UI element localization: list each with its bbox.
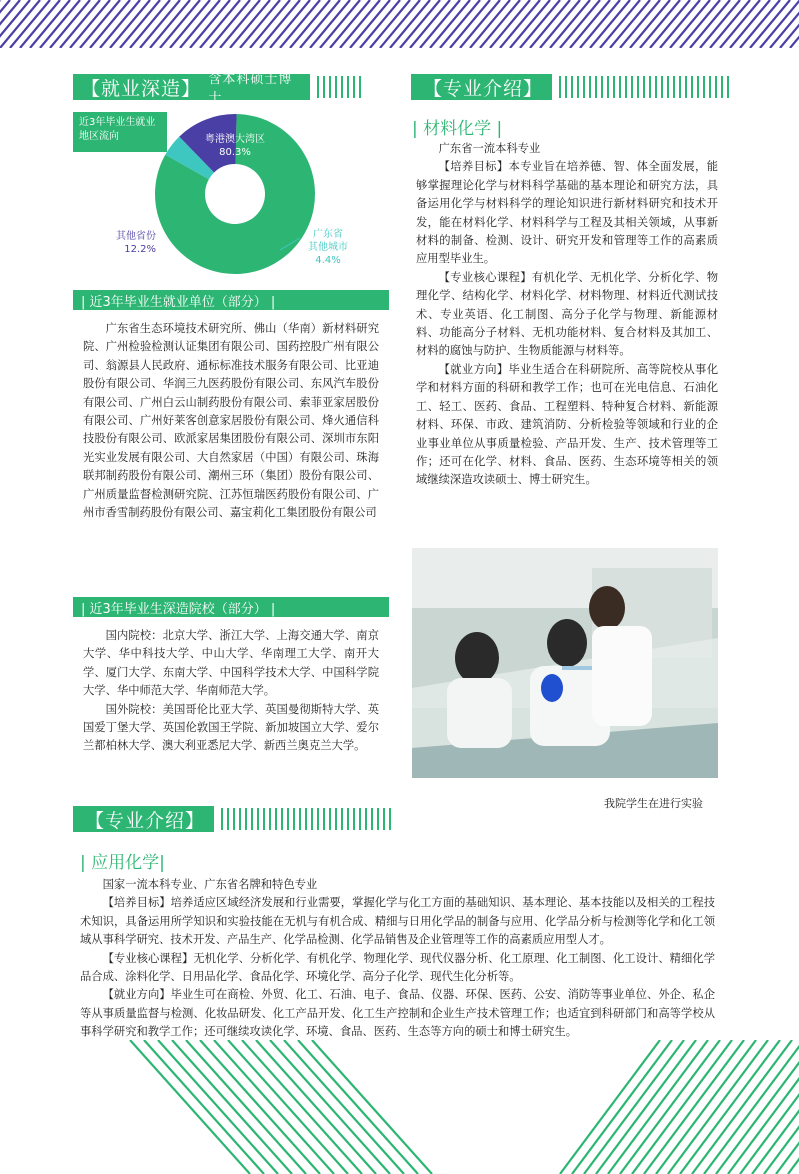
top-stripe [60, 0, 100, 48]
top-stripe [620, 0, 660, 48]
top-stripe [80, 0, 120, 48]
top-stripe [520, 0, 560, 48]
top-stripe [100, 0, 140, 48]
banner-hatch [314, 76, 373, 98]
top-stripe [190, 0, 230, 48]
top-stripe [560, 0, 600, 48]
intro-banner-bottom [73, 806, 393, 832]
top-stripe [690, 0, 730, 48]
top-stripe [660, 0, 700, 48]
materials-courses: 【专业核心课程】有机化学、无机化学、分析化学、物理化学、结构化学、材料化学、材料物理、材料近代测试技术、专业英语、化工制图、高分子化学与物理、新能源材料、功能高分子材料、无机功能材料、复合材料及其加工、材料的腐蚀与防护、生物质能源与材料等。 [416, 270, 718, 358]
top-stripe [20, 0, 60, 48]
top-stripe [480, 0, 520, 48]
schools-foreign: 国外院校：美国哥伦比亚大学、英国曼彻斯特大学、英国爱丁堡大学、英国伦敦国王学院、新加坡国立大学、爱尔兰都柏林大学、澳大利亚悉尼大学、新西兰奥克兰大学。 [83, 702, 379, 753]
major-title-materials: | 材料化学 | [412, 119, 503, 139]
top-stripe [330, 0, 370, 48]
slice-value-other-provinces: 12.2% [124, 244, 156, 255]
top-stripe [140, 0, 180, 48]
schools-domestic: 国内院校：北京大学、浙江大学、上海交通大学、南京大学、华中科技大学、中山大学、华南理工大学、南开大学、厦门大学、东南大学、中国科学技术大学、中国科学院大学、华中师范大学、华南师范大学。 [83, 629, 379, 698]
top-stripe [710, 0, 750, 48]
employment-banner-note: 含本科硕士博士 [206, 74, 310, 100]
top-stripe [0, 0, 40, 48]
lab-photo [412, 548, 718, 778]
employment-banner-title: 【就业深造】 [73, 74, 206, 100]
top-stripe [130, 0, 170, 48]
units-text-block [83, 320, 379, 522]
slice-label-other-provinces: 其他省份 [116, 231, 156, 242]
top-stripe [530, 0, 570, 48]
intro-banner-bottom-title: 【专业介绍】 [73, 806, 214, 832]
top-stripe-decoration [0, 0, 799, 48]
top-stripe [380, 0, 420, 48]
top-stripe [50, 0, 90, 48]
top-stripe [230, 0, 270, 48]
top-stripe [240, 0, 280, 48]
top-stripe [540, 0, 580, 48]
top-stripe [90, 0, 130, 48]
applied-career: 【就业方向】毕业生可在商检、外贸、化工、石油、电子、食品、仪器、环保、医药、公安、消防等事业单位、外企、私企等从事质量监督与检测、化妆品研发、化工产品开发、化工生产控制和企业生产技术管理工作；也适宜到科研部门和高等学校从事科学研究和教学工作；还可继续攻读化学、环境、食品、医药、生态等方向的硕士和博士研究生。 [80, 988, 715, 1039]
top-stripe [310, 0, 350, 48]
top-stripe [450, 0, 490, 48]
top-stripe [410, 0, 450, 48]
top-stripe [270, 0, 310, 48]
employment-banner [73, 72, 373, 106]
top-stripe [670, 0, 710, 48]
intro-banner-right-title: 【专业介绍】 [411, 74, 552, 100]
top-stripe [160, 0, 200, 48]
top-stripe [420, 0, 460, 48]
banner-hatch-right [556, 76, 731, 98]
top-stripe [600, 0, 640, 48]
banner-hatch-bottom [218, 808, 393, 830]
top-stripe [320, 0, 360, 48]
top-stripe [440, 0, 480, 48]
top-stripe [40, 0, 80, 48]
units-heading: | 近3年毕业生就业单位（部分） | [73, 290, 389, 310]
top-stripe [110, 0, 150, 48]
schools-heading: | 近3年毕业生深造院校（部分） | [73, 597, 389, 617]
units-text: 广东省生态环境技术研究所、佛山（华南）新材料研究院、广州检验检测认证集团有限公司、国药控股广州有限公司、翁源县人民政府、通标标准技术服务有限公司、比亚迪股份有限公司、华润三九医药股份有限公司、东风汽车股份有限公司、广州白云山制药股份有限公司、索菲亚家居股份有限公司、广州好莱客创意家居股份有限公司、烽火通信科技股份有限公司、欧派家居集团股份有限公司、深圳市东阳光实业发展有限公司、大自然家居（中国）有限公司、珠海联邦制药股份有限公司、潮州三环（集团）股份有限公司、广州质量监督检测研究院、江苏恒瑞医药股份有限公司、广州市香雪制药股份有限公司、嘉宝莉化工集团股份有限公司 [83, 322, 379, 520]
applied-text-block [80, 876, 715, 1042]
slice-value-gba: 80.3% [219, 147, 251, 158]
top-stripe [490, 0, 530, 48]
top-stripe [300, 0, 340, 48]
top-stripe [400, 0, 440, 48]
top-stripe [550, 0, 590, 48]
bottom-stripe [764, 1040, 799, 1174]
top-stripe [360, 0, 400, 48]
top-stripe [570, 0, 610, 48]
materials-text-block [416, 140, 718, 490]
top-stripe [760, 0, 799, 48]
top-stripe [170, 0, 210, 48]
top-stripe [370, 0, 410, 48]
top-stripe [630, 0, 670, 48]
top-stripe [30, 0, 70, 48]
top-stripe [640, 0, 680, 48]
chart-label: 近3年毕业生就业地区流向 [79, 117, 156, 142]
top-stripe [150, 0, 190, 48]
top-stripe [720, 0, 760, 48]
top-stripe [350, 0, 390, 48]
top-stripe [220, 0, 260, 48]
schools-text-block [83, 627, 379, 756]
materials-career: 【就业方向】毕业生适合在科研院所、高等院校从事化学和材料方面的科研和教学工作；也可在光电信息、石油化工、轻工、医药、食品、工程塑料、特种复合材料、新能源材料、环保、市政、建筑消防、分析检验等领域和行业的企业事业单位从事质量检验、产品开发、生产、技术管理等工作；还可在化学、材料、食品、医药、生态环境等相关的领域继续深造攻读硕士、博士研究生。 [416, 362, 718, 487]
top-stripe [730, 0, 770, 48]
top-stripe [210, 0, 250, 48]
materials-goal: 【培养目标】本专业旨在培养德、智、体全面发展，能够掌握理论化学与材料科学基础的基本理论和研究方法，具备运用化学与材料科学的理论知识进行新材料研究和技术开发，能在材料化学、材料科学与工程及其相关领域，从事新材料的制备、检测、设计、研究开发和管理等工作的高素质应用型毕业生。 [416, 160, 718, 266]
top-stripe [250, 0, 290, 48]
top-stripe [430, 0, 470, 48]
top-stripe [280, 0, 320, 48]
top-stripe [750, 0, 790, 48]
top-stripe [120, 0, 160, 48]
bottom-stripe-decoration [0, 1040, 799, 1174]
top-stripe [500, 0, 540, 48]
top-stripe [10, 0, 50, 48]
top-stripe [390, 0, 430, 48]
slice-label-gba: 粤港澳大湾区 [205, 134, 265, 145]
applied-designation: 国家一流本科专业、广东省名牌和特色专业 [102, 878, 318, 891]
top-stripe [290, 0, 330, 48]
top-stripe [650, 0, 690, 48]
top-stripe [590, 0, 630, 48]
photo-caption: 我院学生在进行实验 [604, 797, 703, 810]
intro-banner-right [411, 74, 731, 100]
applied-courses: 【专业核心课程】无机化学、分析化学、有机化学、物理化学、现代仪器分析、化工原理、化工制图、化工设计、精细化学品合成、涂料化学、日用品化学、食品化学、环境化学、高分子化学、现代生化分析等。 [80, 951, 715, 984]
top-stripe [610, 0, 650, 48]
top-stripe [740, 0, 780, 48]
slice-gd-other-label: 广东省 其他城市 4.4% [296, 228, 360, 267]
slice-other-provinces-label [96, 230, 156, 256]
top-stripe [510, 0, 550, 48]
top-stripe [260, 0, 300, 48]
slice-value-gd-other: 4.4% [315, 255, 341, 266]
top-stripe [580, 0, 620, 48]
leader-line [280, 236, 310, 252]
top-stripe [470, 0, 510, 48]
applied-goal: 【培养目标】培养适应区域经济发展和行业需要，掌握化学与化工方面的基础知识、基本理论、基本技能以及相关的工程技术知识，具备运用所学知识和实验技能在无机与有机合成、精细与日用化学品的制备与应用、化学品分析与检测等化学和化工领域从事科学研究、技术开发、产品生产、化学品检测、化学品销售及企业管理等工作的高素质应用型人才。 [80, 896, 715, 947]
top-stripe [340, 0, 380, 48]
top-stripe [200, 0, 240, 48]
top-stripe [460, 0, 500, 48]
major-title-applied: | 应用化学| [80, 853, 165, 873]
top-stripe [70, 0, 110, 48]
top-stripe [680, 0, 720, 48]
top-stripe [180, 0, 220, 48]
top-stripe [700, 0, 740, 48]
materials-designation: 广东省一流本科专业 [438, 142, 541, 155]
